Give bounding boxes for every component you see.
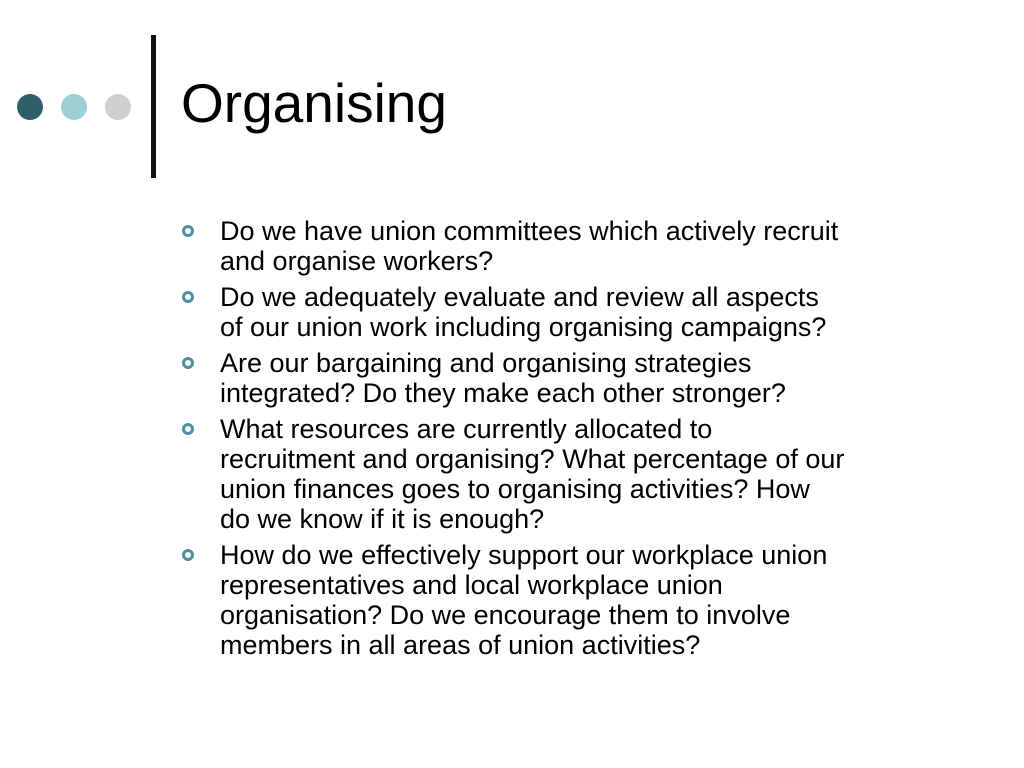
decorative-dots [17,94,132,122]
bullet-circle-icon [182,225,194,237]
bullet-text: Are our bargaining and organising strategies integrated? Do they make each other stronger? [220,348,786,408]
bullet-text: How do we effectively support our workplace union representatives and local workplace union organisation? Do we encourage them to involve members in all areas of union activities? [220,540,828,660]
decor-dot-dark [17,94,43,120]
bullet-text: Do we adequately evaluate and review all aspects of our union work including organising campaigns? [220,282,827,342]
bullet-item [182,216,972,276]
title-divider [151,35,156,178]
decor-dot-grey [105,94,131,120]
bullet-circle-icon [182,357,194,369]
bullet-item [182,348,972,408]
bullet-text: What resources are currently allocated to recruitment and organising? What percentage of our union finances goes to organising activities? How do we know if it is enough? [220,414,845,534]
slide-title: Organising [181,72,447,134]
bullet-circle-icon [182,549,194,561]
bullet-circle-icon [182,423,194,435]
bullet-list [182,216,972,666]
bullet-item [182,414,972,534]
decor-dot-light [61,94,87,120]
bullet-circle-icon [182,291,194,303]
bullet-item [182,282,972,342]
bullet-text: Do we have union committees which actively recruit and organise workers? [220,216,839,276]
bullet-item [182,540,972,660]
